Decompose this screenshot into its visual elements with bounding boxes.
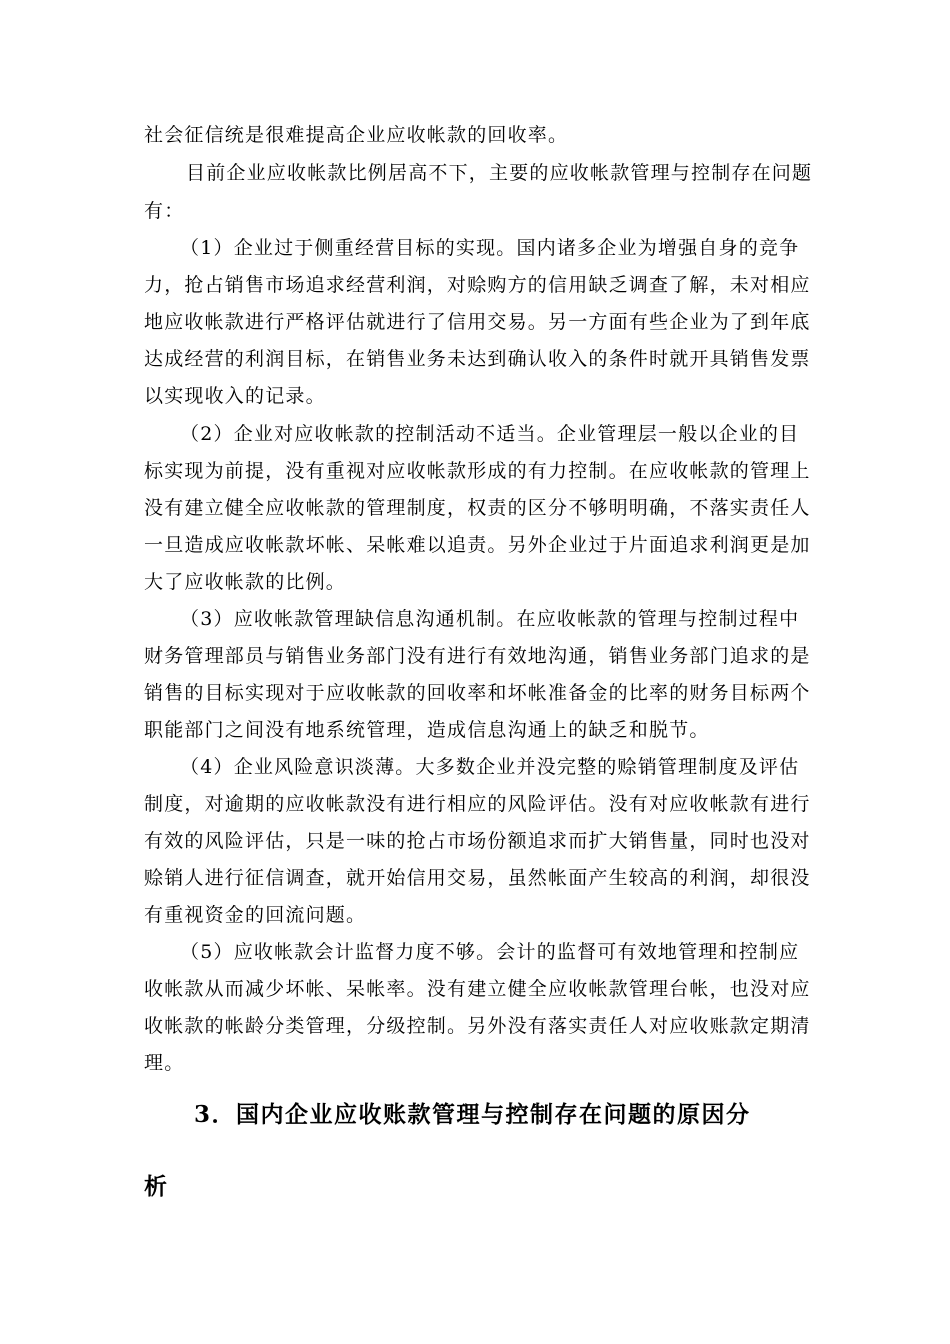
text-line: 以实现收入的记录。: [144, 385, 326, 407]
text-line: 社会征信统是很难提高企业应收帐款的回收率。: [144, 124, 569, 146]
paragraph-start-line: （3）应收帐款管理缺信息沟通机制。在应收帐款的管理与控制过程中: [180, 608, 800, 630]
text-line: 职能部门之间没有地系统管理，造成信息沟通上的缺乏和脱节。: [144, 719, 710, 741]
text-line: 达成经营的利润目标，在销售业务未达到确认收入的条件时就开具销售发票: [144, 348, 811, 370]
text-line: 理。: [144, 1052, 185, 1074]
text-line: 赊销人进行征信调查，就开始信用交易，虽然帐面产生较高的利润，却很没: [144, 867, 811, 889]
text-line: 有：: [144, 200, 185, 222]
text-line: 收帐款的帐龄分类管理，分级控制。另外没有落实责任人对应收账款定期清: [144, 1015, 811, 1037]
paragraph-start-line: （1）企业过于侧重经营目标的实现。国内诸多企业为增强自身的竞争: [180, 237, 800, 259]
paragraph-start-line: （4）企业风险意识淡薄。大多数企业并没完整的赊销管理制度及评估: [180, 756, 800, 778]
text-line: 大了应收帐款的比例。: [144, 571, 347, 593]
text-line: 收帐款从而减少坏帐、呆帐率。没有建立健全应收帐款管理台帐，也没对应: [144, 978, 811, 1000]
section-heading-continuation: 析: [144, 1173, 169, 1200]
paragraph-start-line: （5）应收帐款会计监督力度不够。会计的监督可有效地管理和控制应: [180, 941, 800, 963]
text-line: 销售的目标实现对于应收帐款的回收率和坏帐准备金的比率的财务目标两个: [144, 682, 811, 704]
text-line: 制度，对逾期的应收帐款没有进行相应的风险评估。没有对应收帐款有进行: [144, 793, 811, 815]
paragraph-start-line: 目前企业应收帐款比例居高不下，主要的应收帐款管理与控制存在问题: [186, 162, 813, 184]
text-line: 财务管理部员与销售业务部门没有进行有效地沟通，销售业务部门追求的是: [144, 645, 811, 667]
text-line: 地应收帐款进行严格评估就进行了信用交易。另一方面有些企业为了到年底: [144, 311, 811, 333]
text-line: 没有建立健全应收帐款的管理制度，权责的区分不够明明确，不落实责任人: [144, 497, 811, 519]
text-line: 标实现为前提，没有重视对应收帐款形成的有力控制。在应收帐款的管理上: [144, 460, 811, 482]
text-line: 有效的风险评估，只是一味的抢占市场份额追求而扩大销售量，同时也没对: [144, 830, 811, 852]
paragraph-start-line: （2）企业对应收帐款的控制活动不适当。企业管理层一般以企业的目: [180, 423, 800, 445]
text-line: 一旦造成应收帐款坏帐、呆帐难以追责。另外企业过于片面追求利润更是加: [144, 534, 811, 556]
section-heading: 3．国内企业应收账款管理与控制存在问题的原因分: [194, 1101, 751, 1128]
text-line: 有重视资金的回流问题。: [144, 904, 367, 926]
text-line: 力，抢占销售市场追求经营利润，对赊购方的信用缺乏调查了解，未对相应: [144, 274, 811, 296]
